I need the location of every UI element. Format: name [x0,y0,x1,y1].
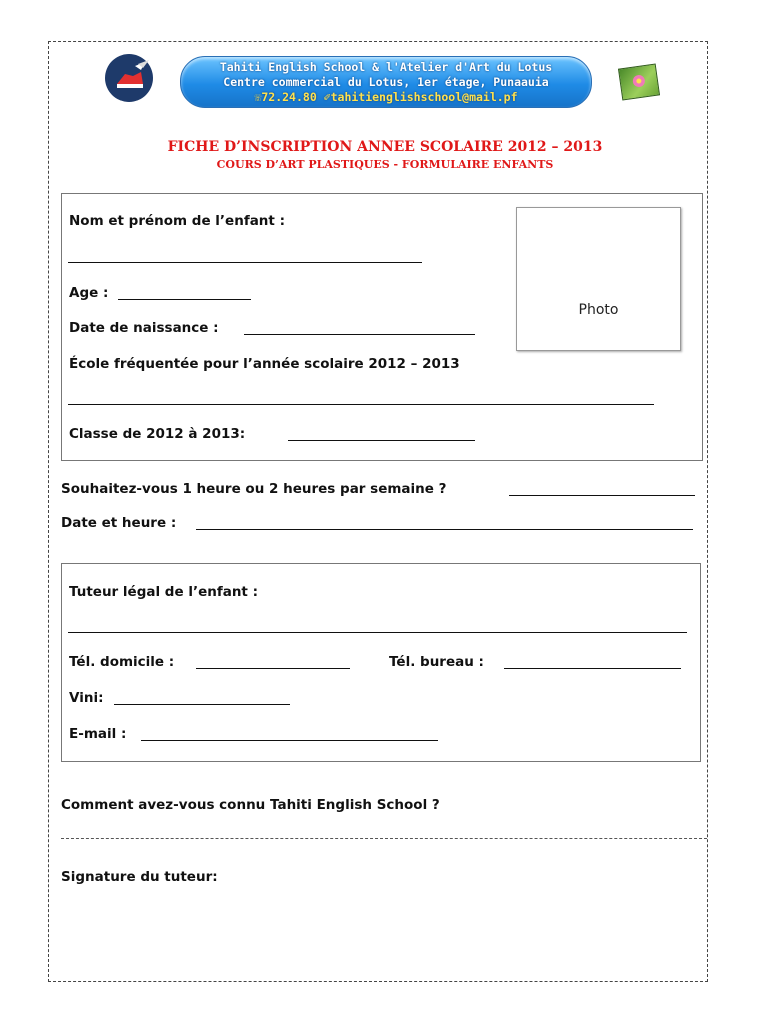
referral-label: Comment avez-vous connu Tahiti English School ? [61,797,440,813]
mobile-label: Vini: [69,690,104,706]
age-field[interactable] [118,299,251,300]
birthdate-field[interactable] [244,334,475,335]
birthdate-label: Date de naissance : [69,320,219,336]
home-phone-label: Tél. domicile : [69,654,175,670]
email-label: E-mail : [69,726,127,742]
photo-box [516,207,681,351]
child-name-label: Nom et prénom de l’enfant : [69,213,285,229]
signature-label: Signature du tuteur: [61,869,218,885]
class-field[interactable] [288,440,475,441]
banner-contact: ☏72.24.80 ✐tahitienglishschool@mail.pf [254,90,518,104]
water-lily-painting-icon [618,64,660,101]
form-subtitle: COURS D’ART PLASTIQUES - FORMULAIRE ENFANTS [216,158,554,171]
mobile-field[interactable] [114,704,290,705]
class-label: Classe de 2012 à 2013: [69,426,246,442]
banner-address: Centre commercial du Lotus, 1er étage, Punaauia [223,75,549,89]
page-border [48,41,708,982]
referral-answer-line[interactable] [61,838,707,839]
guardian-name-field[interactable] [68,632,687,633]
photo-label: Photo [578,302,619,318]
home-phone-field[interactable] [196,668,350,669]
work-phone-field[interactable] [504,668,681,669]
child-name-field[interactable] [68,262,422,263]
datetime-label: Date et heure : [61,515,177,531]
form-title: FICHE D’INSCRIPTION ANNEE SCOLAIRE 2012 – 2013 [167,139,603,155]
running-shoe-logo-icon [105,54,153,102]
school-header-banner [180,56,592,108]
email-field[interactable] [141,740,438,741]
banner-school-name: Tahiti English School & l'Atelier d'Art du Lotus [219,60,553,74]
school-label: École fréquentée pour l’année scolaire 2012 – 2013 [69,356,460,372]
hours-label: Souhaitez-vous 1 heure ou 2 heures par semaine ? [61,481,447,497]
guardian-label: Tuteur légal de l’enfant : [69,584,258,600]
school-field[interactable] [68,404,654,405]
work-phone-label: Tél. bureau : [389,654,484,670]
datetime-field[interactable] [196,529,693,530]
hours-field[interactable] [509,495,695,496]
age-label: Age : [69,285,109,301]
